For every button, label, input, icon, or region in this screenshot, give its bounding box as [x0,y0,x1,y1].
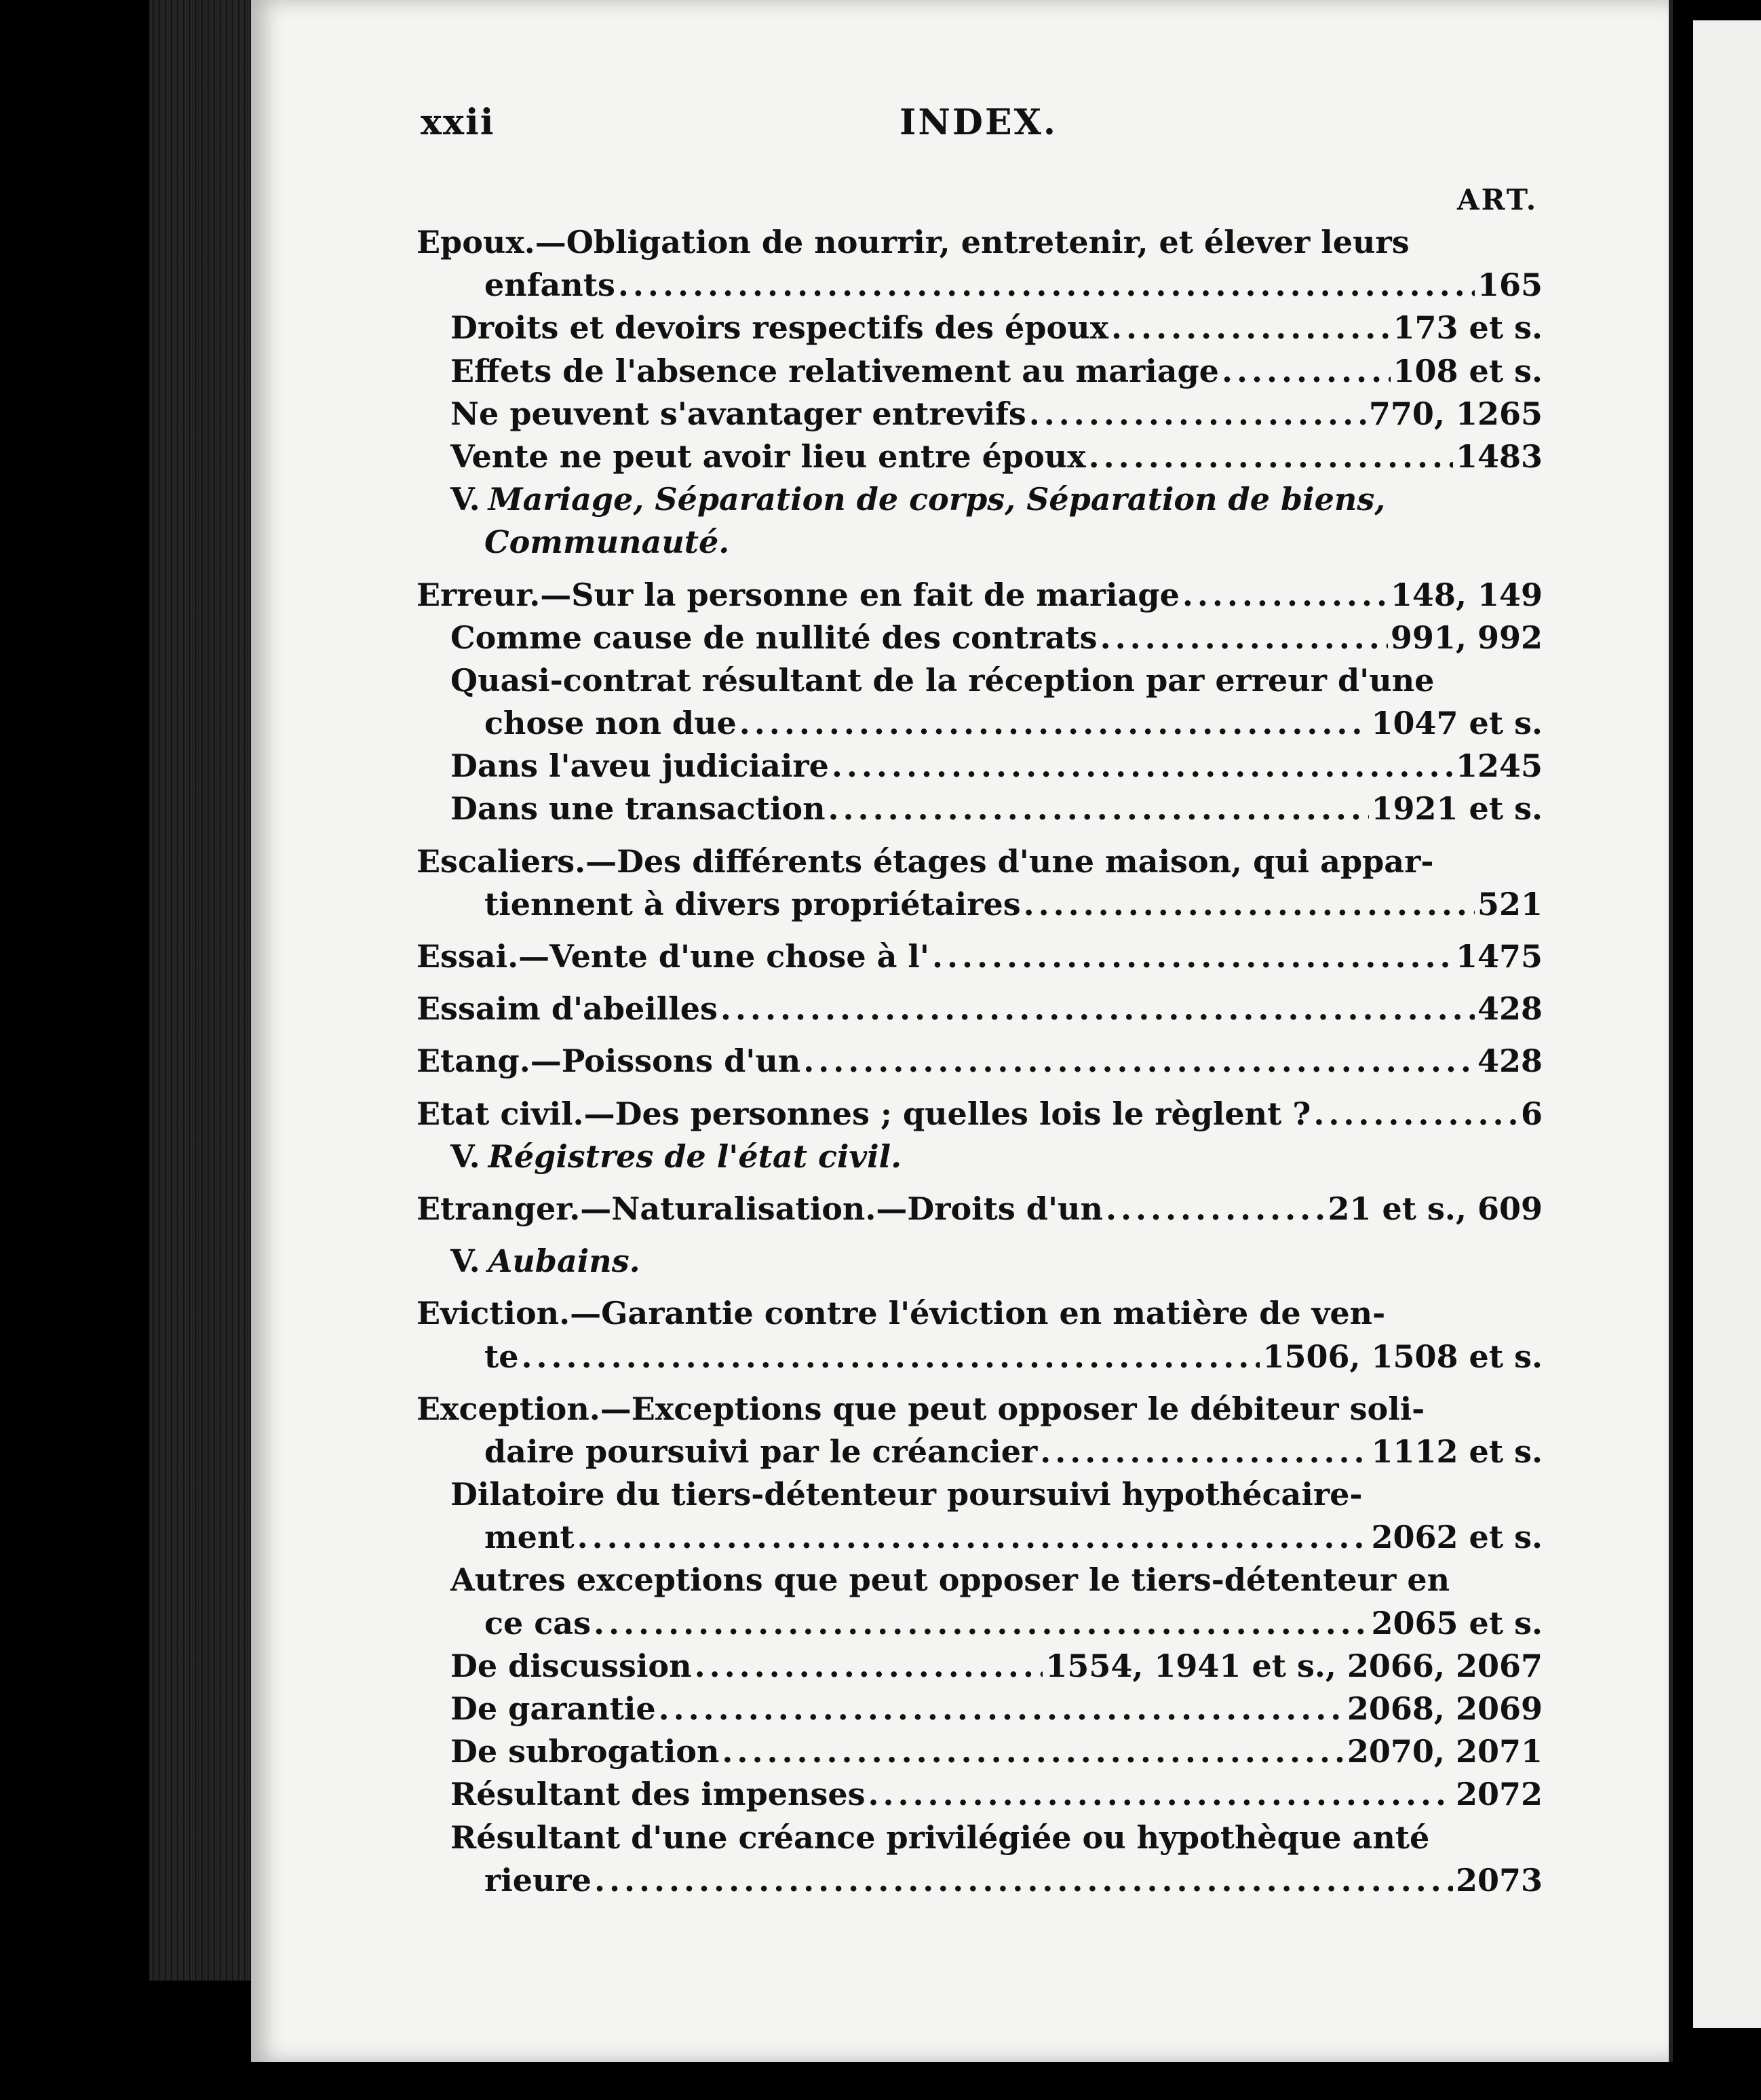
dot-leader [1313,1093,1518,1135]
article-reference: 165 [1477,267,1543,304]
index-line [417,1559,1543,1601]
entry-gap [417,1230,1543,1240]
entry-heading [417,1040,800,1083]
entry-text: De subrogation [450,1733,720,1770]
index-line [417,1240,1543,1283]
article-reference: 1475 [1455,938,1543,975]
head-word: Etranger. [417,1190,581,1227]
entry-text: enfants [484,267,615,304]
dot-leader [720,988,1475,1030]
dot-leader [1100,617,1388,659]
index-line [417,1135,1543,1178]
entry-text: —Poissons d'un [530,1043,801,1080]
entry-text: te [484,1338,519,1375]
index-line [417,221,1543,264]
dot-leader [932,935,1453,978]
index-line [417,788,1543,830]
entry-text: Dans une transaction [450,790,826,828]
entry-gap [417,1378,1543,1388]
article-reference: 108 et s. [1393,352,1543,389]
see-also [450,1240,640,1283]
entry-text: —Des différents étages d'une maison, qui appar- [585,842,1434,880]
entry-gap [417,1083,1543,1093]
entry-text: Résultant d'une créance privilégiée ou hypothèque anté [450,1819,1430,1856]
article-reference: 991, 992 [1390,619,1543,656]
see-target: Communauté. [484,524,730,561]
entry-text: —Exceptions que peut opposer le débiteur soli- [600,1390,1425,1427]
entry-text: —Naturalisation.—Droits d'un [580,1190,1103,1227]
index-line [417,264,1543,307]
see-target: Aubains. [488,1243,640,1280]
head-word: Escaliers. [417,842,586,880]
entry-heading [417,935,929,978]
head-word: Essaim [417,990,541,1028]
entry-text: tiennent à divers propriétaires [484,885,1021,922]
dot-leader [1040,1431,1368,1473]
article-reference: 428 [1477,990,1543,1028]
dot-leader [618,264,1475,307]
article-reference: 1047 et s. [1371,705,1543,742]
dot-leader [594,1859,1453,1902]
entry-text: Résultant des impenses [450,1776,866,1813]
head-word: Epoux. [417,224,535,260]
dot-leader [868,1773,1453,1816]
book-spine [149,0,258,1981]
see-prefix: V. [450,1138,480,1175]
dot-leader [594,1602,1369,1645]
index-line [417,1473,1543,1516]
article-reference: 1245 [1455,747,1543,785]
dot-leader [1089,435,1453,478]
see-target: Mariage, Séparation de corps, Séparation de biens, [488,481,1386,518]
entry-text: Autres exceptions que peut opposer le tiers-détenteur en [450,1561,1450,1599]
index-line [417,702,1543,745]
index-line [417,1336,1543,1378]
entry-text: ce cas [484,1604,592,1641]
article-reference: 6 [1520,1095,1543,1132]
article-reference: 2073 [1455,1861,1543,1899]
index-line [417,1816,1543,1859]
index-line [417,307,1543,349]
entry-gap [417,978,1543,988]
article-reference: 21 et s., 609 [1328,1190,1543,1227]
article-reference: 1112 et s. [1371,1433,1543,1470]
article-reference: 521 [1477,885,1543,922]
index-line [417,1431,1543,1473]
entry-text: Ne peuvent s'avantager entrevifs [450,395,1026,432]
see-also [450,1135,902,1178]
entry-text: rieure [484,1861,592,1899]
entry-gap [417,926,1543,935]
article-reference: 1506, 1508 et s. [1262,1338,1543,1375]
page-header [421,102,1761,149]
entry-heading [417,840,1433,883]
index-line [417,1688,1543,1730]
dot-leader [1182,574,1388,617]
head-word: Etat civil. [417,1095,584,1132]
index-line [417,988,1543,1030]
index-line [417,1730,1543,1773]
dot-leader [722,1730,1344,1773]
index-line [417,1093,1543,1135]
dot-leader [803,1040,1475,1083]
entry-heading [417,1292,1385,1335]
entry-text: Dans l'aveu judiciaire [450,747,829,785]
see-prefix: V. [450,481,480,518]
dot-leader [1029,393,1366,435]
entry-text: —Des personnes ; quelles lois le règlent ? [583,1095,1311,1132]
index-line [417,840,1543,883]
index-line [417,1773,1543,1816]
article-reference: 2072 [1455,1776,1543,1813]
head-word: Erreur. [417,576,541,613]
article-reference: 1554, 1941 et s., 2066, 2067 [1045,1647,1543,1684]
dot-leader [1024,883,1475,926]
entry-text: daire poursuivi par le créancier [484,1433,1038,1470]
index-line [417,393,1543,435]
index-line [417,1602,1543,1645]
index-line [417,1516,1543,1559]
dot-leader [828,788,1369,830]
entry-text: De garantie [450,1690,656,1727]
index-line [417,883,1543,926]
entry-text: chose non due [484,705,737,742]
article-reference: 2070, 2071 [1347,1733,1543,1770]
dot-leader [739,702,1369,745]
entry-text: d'abeilles [540,990,718,1028]
index-line [417,1388,1543,1431]
index-line [417,521,1543,564]
entry-text: Vente ne peut avoir lieu entre époux [450,438,1086,475]
article-reference: 2062 et s. [1371,1519,1543,1556]
entry-heading [417,1188,1103,1230]
index-entries [417,221,1543,1902]
article-column-label: ART. [1457,183,1539,216]
dot-leader [577,1516,1369,1559]
article-reference: 2065 et s. [1371,1604,1543,1641]
entry-text: —Sur la personne en fait de mariage [540,576,1180,613]
entry-text: —Garantie contre l'éviction en matière de ven- [570,1295,1386,1332]
see-prefix: V. [450,1243,480,1280]
index-line [417,1859,1543,1902]
entry-text: Quasi-contrat résultant de la réception par erreur d'une [450,661,1435,699]
entry-text: Effets de l'absence relativement au mariage [450,352,1219,389]
dot-leader [522,1336,1260,1378]
entry-text: Comme cause de nullité des contrats [450,619,1098,656]
article-reference: 2068, 2069 [1347,1690,1543,1727]
page-number: xxii [421,102,495,143]
index-line [417,1188,1543,1230]
head-word: Exception. [417,1390,600,1427]
index-line [417,617,1543,659]
see-also [450,478,1385,521]
article-reference: 1483 [1455,438,1543,475]
index-line [417,745,1543,788]
index-line [417,435,1543,478]
article-reference: 173 et s. [1393,309,1543,347]
head-word: Etang. [417,1043,530,1080]
entry-heading [417,574,1180,617]
dot-leader [1111,307,1390,349]
entry-gap [417,1030,1543,1040]
article-reference: 148, 149 [1390,576,1543,613]
dot-leader [832,745,1453,788]
index-line [417,1292,1543,1335]
entry-text: Droits et devoirs respectifs des époux [450,309,1109,347]
see-target: Régistres de l'état civil. [488,1138,902,1175]
index-line [417,574,1543,617]
entry-gap [417,831,1543,840]
entry-gap [417,564,1543,574]
entry-heading [417,1093,1311,1135]
dot-leader [1222,350,1391,393]
index-line [417,935,1543,978]
dot-leader [659,1688,1344,1730]
entry-text: De discussion [450,1647,692,1684]
entry-text: ment [484,1519,575,1556]
entry-gap [417,1283,1543,1292]
running-title: INDEX. [899,102,1058,143]
index-line [417,350,1543,393]
entry-heading [417,988,718,1030]
article-reference: 1921 et s. [1371,790,1543,828]
entry-heading [417,221,1410,264]
dot-leader [1106,1188,1325,1230]
dot-leader [695,1645,1043,1688]
article-reference: 770, 1265 [1368,395,1543,432]
head-word: Essai. [417,938,519,975]
entry-heading [417,1388,1425,1431]
facing-page-edge [1693,20,1761,2028]
article-reference: 428 [1477,1043,1543,1080]
entry-gap [417,1178,1543,1188]
index-line [417,1645,1543,1688]
index-line [417,659,1543,702]
index-line [417,1040,1543,1083]
head-word: Eviction. [417,1295,570,1332]
entry-text: Dilatoire du tiers-détenteur poursuivi hypothécaire- [450,1476,1363,1513]
entry-text: —Obligation de nourrir, entretenir, et élever leurs [535,224,1410,260]
entry-text: —Vente d'une chose à l' [518,938,929,975]
index-line [417,478,1543,521]
